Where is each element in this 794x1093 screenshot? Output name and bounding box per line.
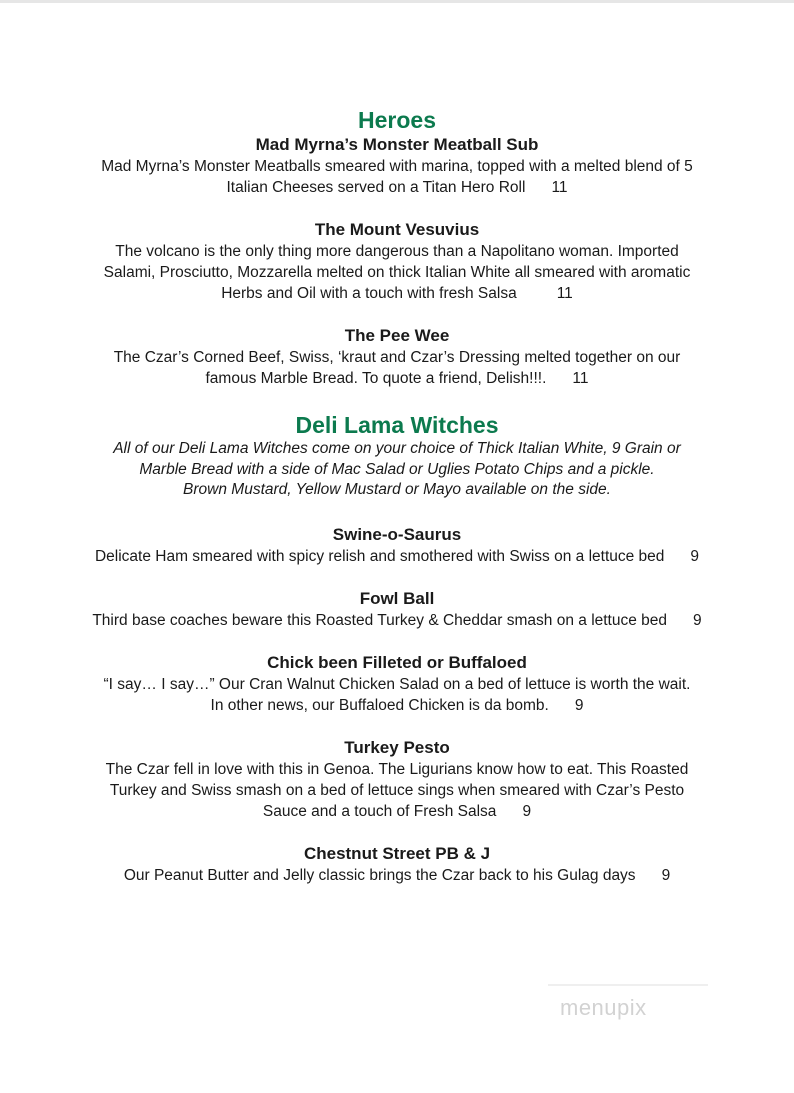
item-description — [0, 347, 794, 389]
description-line: Salami, Prosciutto, Mozzarella melted on thick Italian White all smeared with aromatic — [103, 264, 691, 281]
item-price: 11 — [551, 179, 568, 196]
intro-line: All of our Deli Lama Witches come on your choice of Thick Italian White, 9 Grain or — [113, 440, 681, 457]
description-line: Our Peanut Butter and Jelly classic brings the Czar back to his Gulag days — [123, 866, 636, 884]
description-line: Sauce and a touch of Fresh Salsa — [262, 802, 497, 820]
section-title-deli: Deli Lama Witches — [295, 412, 499, 438]
menu-item — [0, 219, 794, 304]
description-line: The Czar’s Corned Beef, Swiss, ‘kraut and Czar’s Dressing melted together on our — [113, 349, 681, 366]
item-price: 9 — [690, 547, 700, 565]
item-description — [0, 156, 794, 198]
menu-page — [0, 106, 794, 886]
description-line: Herbs and Oil with a touch with fresh Salsa — [221, 285, 517, 302]
intro-line: Marble Bread with a side of Mac Salad or Uglies Potato Chips and a pickle. — [139, 460, 655, 478]
item-price: 9 — [522, 802, 532, 820]
section-intro — [0, 439, 794, 501]
description-line: Turkey and Swiss smash on a bed of lettuce sings when smeared with Czar’s Pesto — [109, 781, 685, 799]
item-description — [0, 759, 794, 822]
menu-item — [0, 134, 794, 198]
item-name: Swine-o-Saurus — [332, 524, 462, 544]
description-line: Italian Cheeses served on a Titan Hero Roll — [226, 179, 526, 196]
menu-item — [0, 325, 794, 389]
item-name: The Pee Wee — [344, 326, 450, 345]
item-price: 11 — [556, 285, 573, 302]
item-price: 9 — [574, 696, 584, 714]
menu-item — [0, 737, 794, 822]
description-line: “I say… I say…” Our Cran Walnut Chicken Salad on a bed of lettuce is worth the wait. — [103, 675, 691, 693]
item-name: Chestnut Street PB & J — [303, 843, 491, 863]
description-line: The volcano is the only thing more dangerous than a Napolitano woman. Imported — [115, 243, 679, 260]
item-description — [0, 546, 794, 567]
description-line: The Czar fell in love with this in Genoa. The Ligurians know how to eat. This Roasted — [105, 760, 689, 778]
item-price: 9 — [661, 866, 671, 884]
item-description — [0, 610, 794, 631]
item-price: 11 — [572, 370, 589, 387]
menu-item — [0, 588, 794, 631]
item-name: Fowl Ball — [359, 588, 435, 608]
intro-line: Brown Mustard, Yellow Mustard or Mayo available on the side. — [183, 481, 611, 498]
item-name: The Mount Vesuvius — [314, 220, 480, 239]
menu-item — [0, 652, 794, 716]
watermark-rule — [548, 984, 708, 986]
description-line: Third base coaches beware this Roasted Turkey & Cheddar smash on a lettuce bed — [92, 611, 668, 629]
item-name: Mad Myrna’s Monster Meatball Sub — [255, 135, 539, 154]
menu-item — [0, 524, 794, 567]
item-name: Chick been Filleted or Buffaloed — [267, 652, 527, 672]
item-name: Turkey Pesto — [344, 737, 450, 757]
heroes-section — [0, 106, 794, 389]
description-line: Delicate Ham smeared with spicy relish and smothered with Swiss on a lettuce bed — [94, 547, 665, 565]
description-line: Mad Myrna’s Monster Meatballs smeared with marina, topped with a melted blend of 5 — [101, 158, 693, 175]
top-border — [0, 0, 794, 3]
item-description — [0, 674, 794, 716]
menupix-watermark-logo: menupix — [560, 995, 647, 1020]
section-title-heroes: Heroes — [358, 107, 436, 133]
menu-item — [0, 843, 794, 886]
description-line: In other news, our Buffaloed Chicken is da bomb. — [210, 696, 549, 714]
deli-lama-witches-section — [0, 411, 794, 886]
description-line: famous Marble Bread. To quote a friend, Delish!!!. — [205, 370, 547, 387]
item-price: 9 — [693, 611, 702, 629]
item-description — [0, 241, 794, 304]
item-description — [0, 865, 794, 886]
